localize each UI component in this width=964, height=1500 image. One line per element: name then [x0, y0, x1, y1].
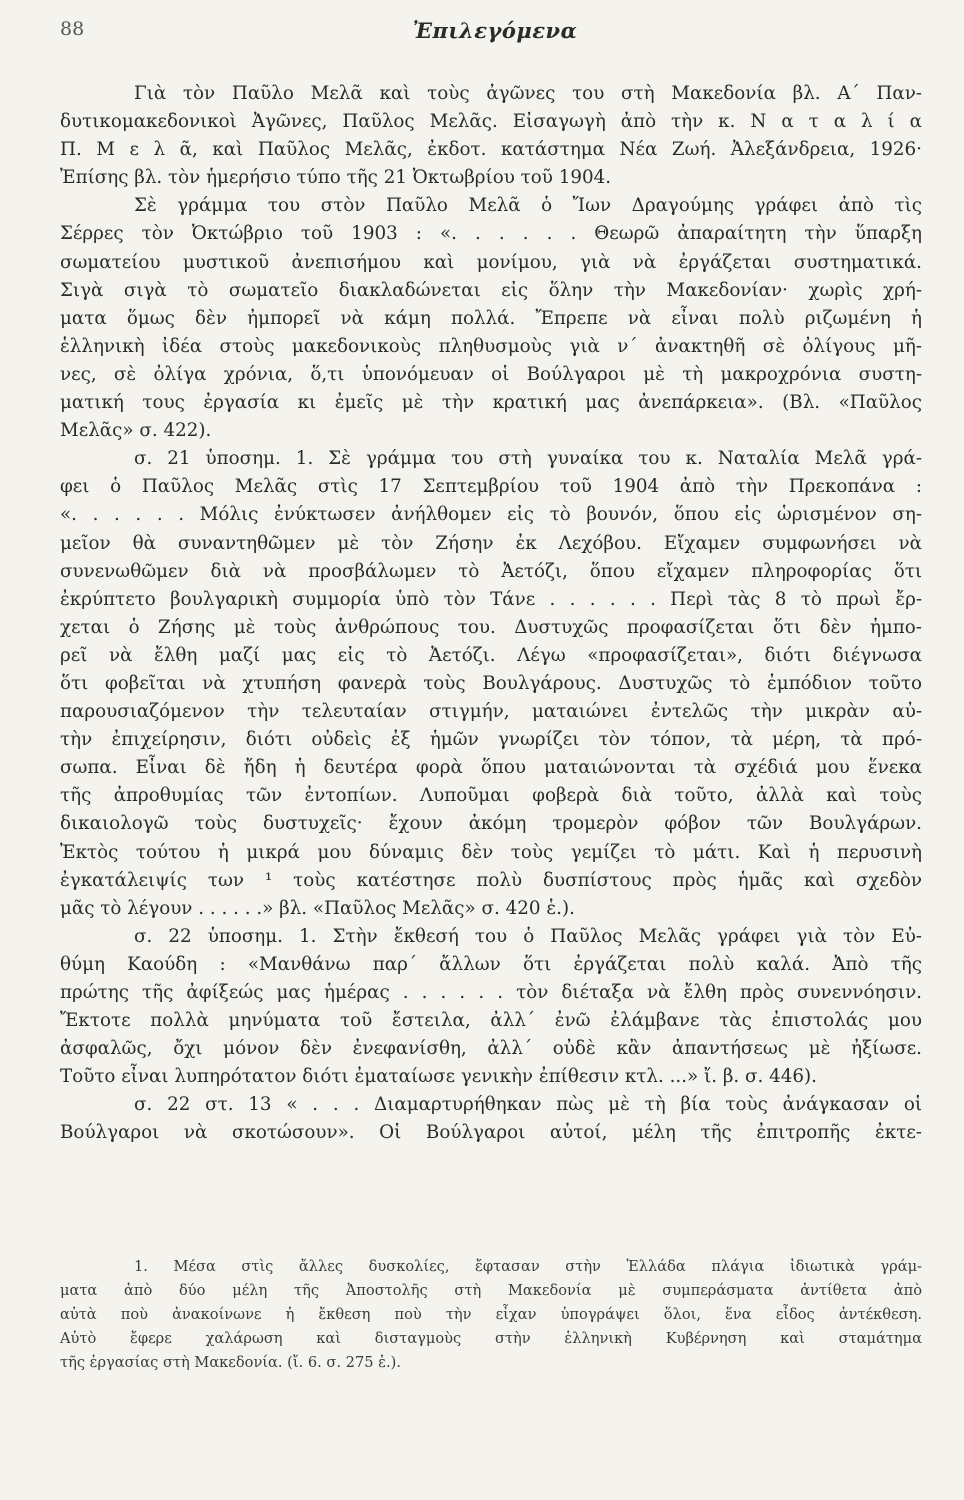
text-line: δυτικομακεδονικοὶ Ἀγῶνες, Παῦλος Μελᾶς. Εἰσαγωγὴ ἀπὸ τὴν κ. Ν α τ α λ ί α [60, 111, 922, 133]
page-header [60, 18, 930, 54]
text-line: Τοῦτο εἶναι λυπηρότατον διότι ἐματαίωσε γενικὴν ἐπίθεσιν κτλ. ...» ἴ. β. σ. 446). [60, 1066, 817, 1088]
text-line: Ἐκτὸς τούτου ἡ μικρά μου δύναμις δὲν τοὺς γεμίζει τὸ μάτι. Καὶ ἡ περυσινὴ [60, 841, 922, 863]
text-line: χεται ὁ Ζήσης μὲ τοὺς ἀνθρώπους του. Δυστυχῶς προφασίζεται ὅτι δὲν ἠμπο- [60, 616, 922, 638]
text-line: δικαιολογῶ τοὺς δυστυχεῖς· ἔχουν ἀκόμη τρομερὸν φόβον τῶν Βουλγάρων. [60, 813, 922, 835]
footnote-line: ματα ἀπὸ δύο μέλη τῆς Ἀποστολῆς στὴ Μακεδονία μὲ συμπεράσματα ἀντίθετα ἀπὸ [60, 1282, 922, 1299]
text-line: Ἐπίσης βλ. τὸν ἡμερήσιο τύπο τῆς 21 Ὀκτωβρίου τοῦ 1904. [60, 167, 612, 189]
text-line: Σιγὰ σιγὰ τὸ σωματεῖο διακλαδώνεται εἰς ὅλην τὴν Μακεδονίαν· χωρὶς χρή- [60, 279, 922, 301]
text-line: μεῖον θὰ συναντηθῶμεν μὲ τὸν Ζήσην ἐκ Λεχόβου. Εἴχαμεν συμφωνήσει νὰ [60, 532, 922, 554]
footnote-line: τῆς ἐργασίας στὴ Μακεδονία. (ἴ. 6. σ. 275 ἑ.). [60, 1354, 401, 1371]
text-line: «. . . . . . Μόλις ἐνύκτωσεν ἀνήλθομεν εἰς τὸ βουνόν, ὅπου εἰς ὡρισμένον ση- [60, 504, 922, 526]
text-line: νες, σὲ ὀλίγα χρόνια, ὅ,τι ὑπονόμευαν οἱ Βούλγαροι μὲ τὴ μακροχρόνια συστη- [60, 363, 922, 385]
text-line: σ. 22 ὑποσημ. 1. Στὴν ἔκθεσή του ὁ Παῦλος Μελᾶς γράφει γιὰ τὸν Εὐ- [134, 925, 922, 947]
text-line: ἀσφαλῶς, ὄχι μόνον δὲν ἐνεφανίσθη, ἀλλ΄ οὐδὲ κἂν ἀπαντήσεως μὲ ἠξίωσε. [60, 1038, 922, 1060]
main-text [60, 80, 922, 1148]
text-line: ἐκρύπτετο βουλγαρικὴ συμμορία ὑπὸ τὸν Τάνε . . . . . . Περὶ τὰς 8 τὸ πρωὶ ἔρ- [60, 588, 922, 610]
footnote-line: 1. Μέσα στὶς ἄλλες δυσκολίες, ἔφτασαν στὴν Ἑλλάδα πλάγια ἰδιωτικὰ γράμ- [134, 1258, 922, 1275]
text-line: φει ὁ Παῦλος Μελᾶς στὶς 17 Σεπτεμβρίου τοῦ 1904 ἀπὸ τὴν Πρεκοπάνα : [60, 476, 922, 498]
text-line: Μελᾶς» σ. 422). [60, 420, 212, 442]
text-line: θύμη Καούδη : «Μανθάνω παρ΄ ἄλλων ὅτι ἐργάζεται πολὺ καλά. Ἀπὸ τῆς [60, 953, 922, 975]
text-line: ὅτι φοβεῖται νὰ χτυπήση φανερὰ τοὺς Βουλγάρους. Δυστυχῶς τὸ ἐμπόδιον τοῦτο [60, 672, 922, 694]
footnote-line: Αὐτὸ ἔφερε χαλάρωση καὶ δισταγμοὺς στὴν ἑλληνικὴ Κυβέρνηση καὶ σταμάτημα [60, 1330, 922, 1347]
text-line: Σέρρες τὸν Ὀκτώβριο τοῦ 1903 : «. . . . . . Θεωρῶ ἀπαραίτητη τὴν ὕπαρξη [60, 223, 922, 245]
text-line: ματική τους ἐργασία κι ἐμεῖς μὲ τὴν κρατική μας ἀνεπάρκεια». (Βλ. «Παῦλος [60, 392, 922, 414]
text-line: ματα ὅμως δὲν ἠμπορεῖ νὰ κάμη πολλά. Ἔπρεπε νὰ εἶναι πολὺ ριζωμένη ἡ [60, 307, 922, 329]
running-title: Ἐπιλεγόμενα [412, 18, 578, 43]
text-line: πρώτης τῆς ἀφίξεώς μας ἡμέρας . . . . . . τὸν διέταξα νὰ ἔλθη πρὸς συνεννόησιν. [60, 982, 922, 1003]
text-line: ἐγκατάλειψίς των ¹ τοὺς κατέστησε πολὺ δυσπίστους πρὸς ἡμᾶς καὶ σχεδὸν [60, 869, 922, 891]
text-line: Σὲ γράμμα του στὸν Παῦλο Μελᾶ ὁ Ἴων Δραγούμης γράφει ἀπὸ τὶς [134, 195, 922, 217]
text-line: σωματείου μυστικοῦ ἀνεπισήμου καὶ μονίμου, γιὰ νὰ ἐργάζεται συστηματικά. [60, 251, 922, 273]
text-line: τῆς ἀπροθυμίας τῶν ἐντοπίων. Λυποῦμαι φοβερὰ διὰ τοῦτο, ἀλλὰ καὶ τοὺς [60, 785, 922, 807]
footnotes [60, 1255, 922, 1375]
text-line: παρουσιαζόμενον τὴν τελευταίαν στιγμήν, ματαιώνει ἐντελῶς τὴν μικρὰν αὐ- [60, 701, 922, 723]
page-number: 88 [60, 18, 85, 40]
text-line: σ. 22 στ. 13 « . . . Διαμαρτυρήθηκαν πὼς μὲ τὴ βία τοὺς ἀνάγκασαν οἱ [134, 1094, 922, 1116]
text-line: σ. 21 ὑποσημ. 1. Σὲ γράμμα του στὴ γυναίκα του κ. Ναταλία Μελᾶ γρά- [134, 448, 922, 470]
text-line: Ἔκτοτε πολλὰ μηνύματα τοῦ ἔστειλα, ἀλλ΄ ἐνῶ ἐλάμβανε τὰς ἐπιστολάς μου [60, 1010, 922, 1032]
footnote-line: αὐτὰ ποὺ ἀνακοίνωνε ἡ ἔκθεση ποὺ τὴν εἶχαν ὑπογράψει ὅλοι, ἕνα εἶδος ἀντέκθεση. [60, 1306, 922, 1323]
text-line: σωπα. Εἶναι δὲ ἤδη ἡ δευτέρα φορὰ ὅπου ματαιώνονται τὰ σχέδιά μου ἕνεκα [60, 757, 922, 779]
text-line: τὴν ἐπιχείρησιν, διότι οὐδεὶς ἐξ ἡμῶν γνωρίζει τὸν τόπον, τὰ μέρη, τὰ πρό- [60, 729, 922, 751]
text-line: Π. Μ ε λ ᾶ, καὶ Παῦλος Μελᾶς, ἐκδοτ. κατάστημα Νέα Ζωή. Ἀλεξάνδρεια, 1926· [60, 139, 922, 161]
text-line: μᾶς τὸ λέγουν . . . . . .» βλ. «Παῦλος Μελᾶς» σ. 420 ἑ.). [60, 897, 575, 919]
text-line: ρεῖ νὰ ἔλθη μαζί μας εἰς τὸ Ἀετόζι. Λέγω «προφασίζεται», διότι διέγνωσα [60, 644, 922, 666]
text-line: ἑλληνικὴ ἰδέα στοὺς μακεδονικοὺς πληθυσμοὺς γιὰ ν΄ ἀνακτηθῆ σὲ ὀλίγους μῆ- [60, 335, 922, 357]
text-line: συνενωθῶμεν διὰ νὰ προσβάλωμεν τὸ Ἀετόζι, ὅπου εἴχαμεν πληροφορίας ὅτι [60, 560, 922, 582]
text-line: Βούλγαροι νὰ σκοτώσουν». Οἱ Βούλγαροι αὐτοί, μέλη τῆς ἐπιτροπῆς ἐκτε- [60, 1122, 922, 1144]
text-line: Γιὰ τὸν Παῦλο Μελᾶ καὶ τοὺς ἀγῶνες του στὴ Μακεδονία βλ. Α΄ Παν- [134, 83, 922, 104]
